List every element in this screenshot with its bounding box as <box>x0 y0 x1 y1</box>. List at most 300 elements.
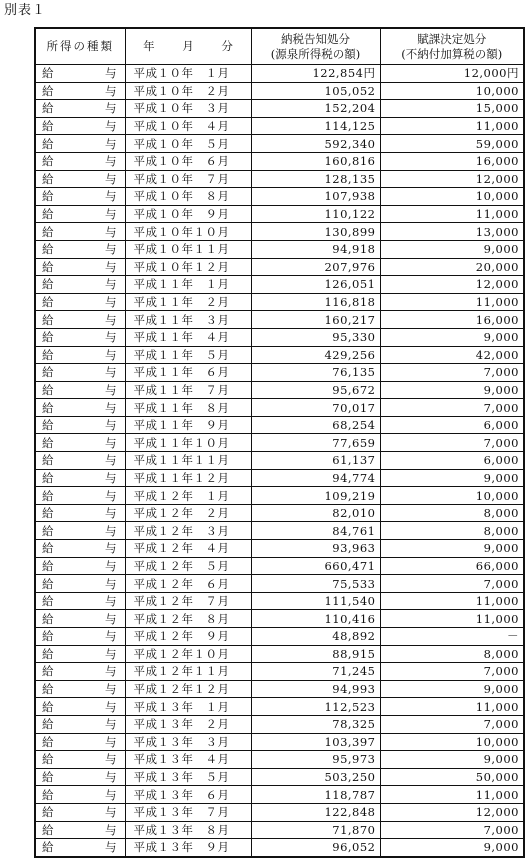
income-kind-char-2: 与 <box>105 295 117 310</box>
cell-withholding-amount: 152,204 <box>251 100 380 118</box>
cell-income-kind <box>35 663 125 681</box>
income-kind-char-2: 与 <box>105 418 117 433</box>
cell-withholding-amount: 110,122 <box>251 205 380 223</box>
cell-period: 平成１１年 ７月 <box>125 381 251 399</box>
cell-income-kind <box>35 82 125 100</box>
income-kind-text <box>42 118 117 134</box>
income-kind-char-1: 給 <box>42 259 54 274</box>
cell-income-kind <box>35 135 125 153</box>
income-kind-char-2: 与 <box>105 699 117 714</box>
cell-period: 平成１３年 ９月 <box>125 839 251 857</box>
tax-table <box>34 27 525 858</box>
cell-withholding-amount: 71,870 <box>251 821 380 839</box>
cell-period: 平成１１年 ６月 <box>125 364 251 382</box>
header-withholding-notice <box>251 28 380 65</box>
income-kind-char-2: 与 <box>105 171 117 186</box>
income-kind-char-1: 給 <box>42 382 54 397</box>
cell-withholding-amount: 118,787 <box>251 786 380 804</box>
cell-withholding-amount: 48,892 <box>251 628 380 646</box>
income-kind-char-2: 与 <box>105 541 117 556</box>
cell-penalty-amount: 7,000 <box>380 575 524 593</box>
cell-penalty-amount: 7,000 <box>380 434 524 452</box>
income-kind-char-2: 与 <box>105 611 117 626</box>
cell-income-kind <box>35 258 125 276</box>
income-kind-char-1: 給 <box>42 224 54 239</box>
cell-withholding-amount: 94,918 <box>251 240 380 258</box>
cell-penalty-amount: 7,000 <box>380 663 524 681</box>
cell-income-kind <box>35 557 125 575</box>
cell-penalty-amount: 10,000 <box>380 82 524 100</box>
income-kind-text <box>42 628 117 644</box>
income-kind-char-2: 与 <box>105 646 117 661</box>
table-row <box>35 487 524 505</box>
cell-penalty-amount: 42,000 <box>380 346 524 364</box>
income-kind-char-1: 給 <box>42 664 54 679</box>
cell-income-kind <box>35 452 125 470</box>
cell-period: 平成１２年 ８月 <box>125 610 251 628</box>
income-kind-char-2: 与 <box>105 66 117 81</box>
cell-withholding-amount: 84,761 <box>251 522 380 540</box>
cell-penalty-amount: 7,000 <box>380 821 524 839</box>
cell-withholding-amount: 114,125 <box>251 117 380 135</box>
income-kind-char-2: 与 <box>105 119 117 134</box>
cell-penalty-amount: 11,000 <box>380 117 524 135</box>
income-kind-char-2: 与 <box>105 770 117 785</box>
income-kind-char-2: 与 <box>105 805 117 820</box>
cell-income-kind <box>35 240 125 258</box>
income-kind-text <box>42 417 117 433</box>
income-kind-text <box>42 364 117 380</box>
cell-penalty-amount: 20,000 <box>380 258 524 276</box>
table-row <box>35 364 524 382</box>
cell-period: 平成１１年 ８月 <box>125 399 251 417</box>
table-row <box>35 557 524 575</box>
table-row <box>35 346 524 364</box>
cell-penalty-amount: 8,000 <box>380 522 524 540</box>
table-row <box>35 416 524 434</box>
cell-income-kind <box>35 223 125 241</box>
cell-period: 平成１０年 ４月 <box>125 117 251 135</box>
table-row <box>35 821 524 839</box>
table-row <box>35 311 524 329</box>
income-kind-char-2: 与 <box>105 629 117 644</box>
income-kind-char-1: 給 <box>42 682 54 697</box>
income-kind-text <box>42 576 117 592</box>
income-kind-text <box>42 294 117 310</box>
cell-penalty-amount: 10,000 <box>380 188 524 206</box>
cell-penalty-amount: 13,000 <box>380 223 524 241</box>
income-kind-char-2: 与 <box>105 470 117 485</box>
cell-withholding-amount: 107,938 <box>251 188 380 206</box>
cell-withholding-amount: 660,471 <box>251 557 380 575</box>
table-row <box>35 100 524 118</box>
income-kind-char-1: 給 <box>42 101 54 116</box>
income-kind-text <box>42 470 117 486</box>
income-kind-text <box>42 435 117 451</box>
income-kind-char-2: 与 <box>105 277 117 292</box>
cell-withholding-amount: 71,245 <box>251 663 380 681</box>
income-kind-char-2: 与 <box>105 207 117 222</box>
cell-penalty-amount: 16,000 <box>380 311 524 329</box>
income-kind-char-2: 与 <box>105 576 117 591</box>
income-kind-char-2: 与 <box>105 83 117 98</box>
income-kind-text <box>42 822 117 838</box>
cell-withholding-amount: 122,854円 <box>251 65 380 83</box>
cell-withholding-amount: 128,135 <box>251 170 380 188</box>
table-row <box>35 575 524 593</box>
cell-income-kind <box>35 328 125 346</box>
income-kind-char-2: 与 <box>105 734 117 749</box>
income-kind-char-1: 給 <box>42 805 54 820</box>
table-row <box>35 381 524 399</box>
cell-penalty-amount: 6,000 <box>380 452 524 470</box>
cell-period: 平成１２年１０月 <box>125 645 251 663</box>
income-kind-text <box>42 347 117 363</box>
income-kind-char-2: 与 <box>105 400 117 415</box>
income-kind-text <box>42 100 117 116</box>
cell-period: 平成１１年 ４月 <box>125 328 251 346</box>
cell-withholding-amount: 126,051 <box>251 276 380 294</box>
income-kind-char-1: 給 <box>42 136 54 151</box>
table-row <box>35 258 524 276</box>
income-kind-char-1: 給 <box>42 171 54 186</box>
table-row <box>35 645 524 663</box>
cell-income-kind <box>35 100 125 118</box>
table-row <box>35 328 524 346</box>
cell-period: 平成１３年 ５月 <box>125 768 251 786</box>
table-row <box>35 399 524 417</box>
table-row <box>35 610 524 628</box>
cell-period: 平成１２年 ９月 <box>125 628 251 646</box>
cell-income-kind <box>35 487 125 505</box>
income-kind-char-1: 給 <box>42 488 54 503</box>
income-kind-char-1: 給 <box>42 523 54 538</box>
header-withholding-notice-title: 納税告知処分 <box>281 31 350 46</box>
cell-period: 平成１１年 ９月 <box>125 416 251 434</box>
income-kind-char-1: 給 <box>42 330 54 345</box>
income-kind-char-2: 与 <box>105 523 117 538</box>
cell-income-kind <box>35 293 125 311</box>
cell-withholding-amount: 429,256 <box>251 346 380 364</box>
cell-income-kind <box>35 522 125 540</box>
cell-period: 平成１３年 ３月 <box>125 733 251 751</box>
cell-period: 平成１０年 ８月 <box>125 188 251 206</box>
cell-period: 平成１２年 ３月 <box>125 522 251 540</box>
income-kind-char-1: 給 <box>42 347 54 362</box>
cell-period: 平成１０年 １月 <box>125 65 251 83</box>
income-kind-char-1: 給 <box>42 541 54 556</box>
cell-withholding-amount: 592,340 <box>251 135 380 153</box>
document-title: 別表１ <box>4 3 47 18</box>
income-kind-text <box>42 540 117 556</box>
cell-penalty-amount: 12,000円 <box>380 65 524 83</box>
cell-period: 平成１０年１０月 <box>125 223 251 241</box>
cell-withholding-amount: 94,774 <box>251 469 380 487</box>
income-kind-text <box>42 558 117 574</box>
cell-withholding-amount: 93,963 <box>251 540 380 558</box>
income-kind-char-2: 与 <box>105 259 117 274</box>
cell-income-kind <box>35 540 125 558</box>
income-kind-text <box>42 787 117 803</box>
table-row <box>35 223 524 241</box>
income-kind-text <box>42 681 117 697</box>
cell-period: 平成１２年 ７月 <box>125 592 251 610</box>
income-kind-char-1: 給 <box>42 189 54 204</box>
cell-income-kind <box>35 416 125 434</box>
cell-income-kind <box>35 399 125 417</box>
table-row <box>35 240 524 258</box>
cell-penalty-amount: 11,000 <box>380 205 524 223</box>
cell-income-kind <box>35 346 125 364</box>
cell-period: 平成１３年 ２月 <box>125 715 251 733</box>
table-row <box>35 803 524 821</box>
cell-period: 平成１０年 ５月 <box>125 135 251 153</box>
income-kind-char-1: 給 <box>42 594 54 609</box>
cell-period: 平成１３年 ４月 <box>125 751 251 769</box>
cell-income-kind <box>35 311 125 329</box>
cell-income-kind <box>35 768 125 786</box>
income-kind-char-1: 給 <box>42 576 54 591</box>
cell-penalty-amount: 9,000 <box>380 381 524 399</box>
table-row <box>35 135 524 153</box>
income-kind-text <box>42 804 117 820</box>
income-kind-char-2: 与 <box>105 312 117 327</box>
income-kind-text <box>42 65 117 81</box>
income-kind-char-2: 与 <box>105 330 117 345</box>
income-kind-char-2: 与 <box>105 558 117 573</box>
cell-penalty-amount: 66,000 <box>380 557 524 575</box>
income-kind-char-2: 与 <box>105 189 117 204</box>
cell-income-kind <box>35 645 125 663</box>
cell-income-kind <box>35 381 125 399</box>
cell-penalty-amount: 15,000 <box>380 100 524 118</box>
cell-withholding-amount: 160,217 <box>251 311 380 329</box>
income-kind-char-1: 給 <box>42 611 54 626</box>
table-row <box>35 715 524 733</box>
table-row <box>35 293 524 311</box>
income-kind-char-1: 給 <box>42 400 54 415</box>
income-kind-text <box>42 663 117 679</box>
income-kind-char-1: 給 <box>42 277 54 292</box>
cell-income-kind <box>35 65 125 83</box>
income-kind-char-1: 給 <box>42 453 54 468</box>
cell-penalty-amount: 59,000 <box>380 135 524 153</box>
cell-period: 平成１０年１２月 <box>125 258 251 276</box>
cell-period: 平成１２年 １月 <box>125 487 251 505</box>
income-kind-text <box>42 329 117 345</box>
cell-period: 平成１１年 ５月 <box>125 346 251 364</box>
cell-income-kind <box>35 152 125 170</box>
income-kind-char-1: 給 <box>42 418 54 433</box>
cell-withholding-amount: 112,523 <box>251 698 380 716</box>
income-kind-char-1: 給 <box>42 66 54 81</box>
income-kind-text <box>42 734 117 750</box>
income-kind-char-2: 与 <box>105 488 117 503</box>
income-kind-char-1: 給 <box>42 154 54 169</box>
income-kind-char-2: 与 <box>105 242 117 257</box>
cell-period: 平成１２年１２月 <box>125 680 251 698</box>
header-penalty-assessment <box>380 28 524 65</box>
cell-income-kind <box>35 205 125 223</box>
cell-income-kind <box>35 276 125 294</box>
cell-income-kind <box>35 733 125 751</box>
income-kind-text <box>42 488 117 504</box>
cell-income-kind <box>35 170 125 188</box>
income-kind-text <box>42 699 117 715</box>
cell-withholding-amount: 130,899 <box>251 223 380 241</box>
income-kind-char-2: 与 <box>105 752 117 767</box>
table-row <box>35 276 524 294</box>
cell-penalty-amount: 12,000 <box>380 803 524 821</box>
income-kind-char-2: 与 <box>105 506 117 521</box>
cell-penalty-amount: 11,000 <box>380 698 524 716</box>
income-kind-text <box>42 153 117 169</box>
cell-period: 平成１１年１１月 <box>125 452 251 470</box>
cell-withholding-amount: 96,052 <box>251 839 380 857</box>
income-kind-text <box>42 259 117 275</box>
cell-period: 平成１０年 ３月 <box>125 100 251 118</box>
income-kind-char-1: 給 <box>42 629 54 644</box>
cell-income-kind <box>35 786 125 804</box>
income-kind-char-2: 与 <box>105 101 117 116</box>
income-kind-text <box>42 276 117 292</box>
cell-penalty-amount: 6,000 <box>380 416 524 434</box>
cell-withholding-amount: 503,250 <box>251 768 380 786</box>
income-kind-char-1: 給 <box>42 242 54 257</box>
income-kind-char-2: 与 <box>105 453 117 468</box>
cell-withholding-amount: 76,135 <box>251 364 380 382</box>
table-row <box>35 628 524 646</box>
table-row <box>35 188 524 206</box>
cell-period: 平成１２年 ４月 <box>125 540 251 558</box>
table-row <box>35 117 524 135</box>
income-kind-text <box>42 171 117 187</box>
income-kind-char-2: 与 <box>105 347 117 362</box>
cell-penalty-amount: 12,000 <box>380 276 524 294</box>
table-header-row <box>35 28 524 65</box>
income-kind-text <box>42 505 117 521</box>
cell-period: 平成１３年 ６月 <box>125 786 251 804</box>
income-kind-char-1: 給 <box>42 558 54 573</box>
header-penalty-assessment-title: 賦課決定処分 <box>417 31 487 46</box>
cell-withholding-amount: 75,533 <box>251 575 380 593</box>
cell-withholding-amount: 95,330 <box>251 328 380 346</box>
header-income-kind: 所得の種類 <box>35 28 125 65</box>
cell-withholding-amount: 70,017 <box>251 399 380 417</box>
cell-withholding-amount: 61,137 <box>251 452 380 470</box>
table-row <box>35 469 524 487</box>
cell-income-kind <box>35 821 125 839</box>
table-row <box>35 839 524 857</box>
cell-withholding-amount: 95,973 <box>251 751 380 769</box>
income-kind-text <box>42 312 117 328</box>
cell-withholding-amount: 207,976 <box>251 258 380 276</box>
cell-penalty-amount: 9,000 <box>380 328 524 346</box>
income-kind-text <box>42 523 117 539</box>
income-kind-char-1: 給 <box>42 646 54 661</box>
income-kind-text <box>42 400 117 416</box>
income-kind-text <box>42 611 117 627</box>
table-row <box>35 540 524 558</box>
income-kind-char-2: 与 <box>105 717 117 732</box>
table-row <box>35 768 524 786</box>
cell-withholding-amount: 88,915 <box>251 645 380 663</box>
income-kind-text <box>42 241 117 257</box>
income-kind-char-1: 給 <box>42 770 54 785</box>
income-kind-text <box>42 751 117 767</box>
income-kind-char-1: 給 <box>42 365 54 380</box>
cell-penalty-amount: 7,000 <box>380 715 524 733</box>
income-kind-char-2: 与 <box>105 840 117 855</box>
income-kind-char-1: 給 <box>42 435 54 450</box>
income-kind-char-1: 給 <box>42 787 54 802</box>
cell-period: 平成１０年 ６月 <box>125 152 251 170</box>
income-kind-char-1: 給 <box>42 207 54 222</box>
cell-penalty-amount: 9,000 <box>380 680 524 698</box>
cell-period: 平成１３年 ７月 <box>125 803 251 821</box>
cell-period: 平成１１年 １月 <box>125 276 251 294</box>
cell-penalty-amount: 7,000 <box>380 364 524 382</box>
income-kind-char-1: 給 <box>42 734 54 749</box>
cell-period: 平成１２年１１月 <box>125 663 251 681</box>
table-row <box>35 592 524 610</box>
cell-period: 平成１１年 ２月 <box>125 293 251 311</box>
table-row <box>35 452 524 470</box>
cell-penalty-amount: 11,000 <box>380 293 524 311</box>
cell-withholding-amount: 94,993 <box>251 680 380 698</box>
income-kind-char-1: 給 <box>42 470 54 485</box>
income-kind-char-1: 給 <box>42 717 54 732</box>
cell-income-kind <box>35 469 125 487</box>
cell-withholding-amount: 68,254 <box>251 416 380 434</box>
header-period: 年 月 分 <box>125 28 251 65</box>
income-kind-text <box>42 716 117 732</box>
income-kind-text <box>42 382 117 398</box>
income-kind-char-2: 与 <box>105 382 117 397</box>
cell-withholding-amount: 111,540 <box>251 592 380 610</box>
table-row <box>35 698 524 716</box>
cell-period: 平成１１年 ３月 <box>125 311 251 329</box>
table-body <box>35 65 524 857</box>
cell-penalty-amount: 9,000 <box>380 240 524 258</box>
cell-income-kind <box>35 680 125 698</box>
cell-withholding-amount: 110,416 <box>251 610 380 628</box>
income-kind-char-2: 与 <box>105 594 117 609</box>
cell-income-kind <box>35 592 125 610</box>
table-row <box>35 663 524 681</box>
cell-income-kind <box>35 839 125 857</box>
income-kind-text <box>42 452 117 468</box>
cell-income-kind <box>35 698 125 716</box>
cell-withholding-amount: 78,325 <box>251 715 380 733</box>
table-row <box>35 434 524 452</box>
income-kind-char-1: 給 <box>42 822 54 837</box>
cell-income-kind <box>35 504 125 522</box>
income-kind-char-2: 与 <box>105 435 117 450</box>
cell-penalty-amount: 8,000 <box>380 504 524 522</box>
cell-penalty-amount: 16,000 <box>380 152 524 170</box>
cell-penalty-amount: 12,000 <box>380 170 524 188</box>
cell-period: 平成１０年 ７月 <box>125 170 251 188</box>
income-kind-char-1: 給 <box>42 83 54 98</box>
cell-withholding-amount: 103,397 <box>251 733 380 751</box>
income-kind-char-1: 給 <box>42 699 54 714</box>
income-kind-char-2: 与 <box>105 136 117 151</box>
cell-period: 平成１２年 ６月 <box>125 575 251 593</box>
income-kind-char-2: 与 <box>105 365 117 380</box>
income-kind-text <box>42 646 117 662</box>
income-kind-text <box>42 769 117 785</box>
